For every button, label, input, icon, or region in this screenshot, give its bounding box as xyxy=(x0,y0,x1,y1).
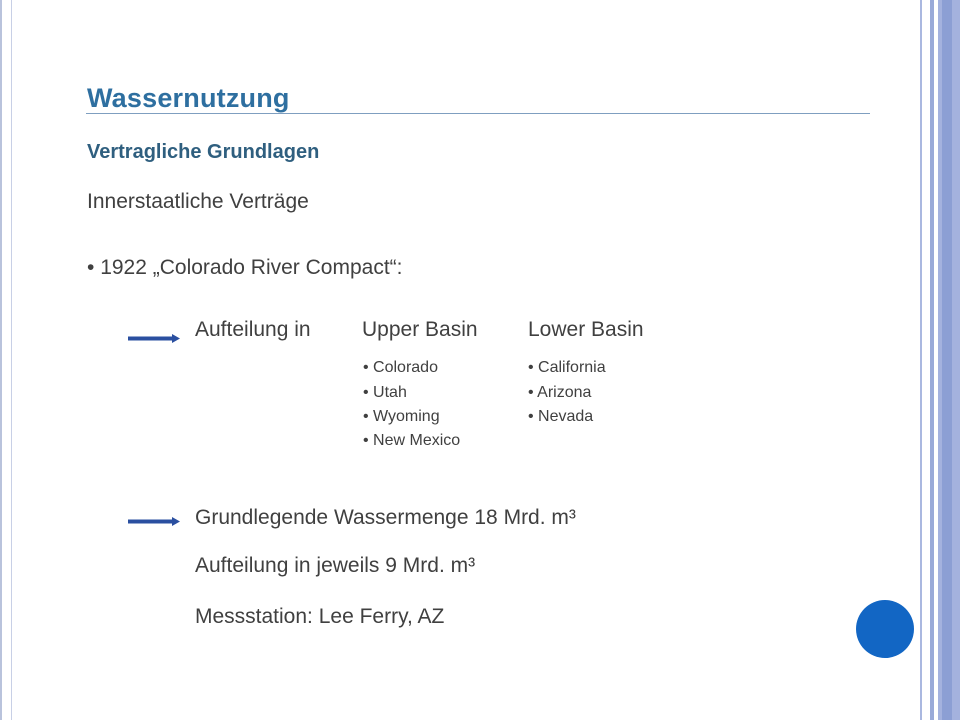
main-bullet-text: 1922 „Colorado River Compact“: xyxy=(100,256,403,279)
upper-basin-title: Upper Basin xyxy=(362,318,478,341)
right-arrow-icon xyxy=(128,517,180,526)
list-item: • Wyoming xyxy=(363,405,460,429)
measuring-station: Messstation: Lee Ferry, AZ xyxy=(195,605,445,628)
list-item: • Arizona xyxy=(528,381,606,405)
left-frame-border xyxy=(0,0,12,720)
lower-basin-states xyxy=(528,355,606,429)
list-item: • Utah xyxy=(363,381,460,405)
blue-circle-decoration xyxy=(856,600,914,658)
list-item: • California xyxy=(528,355,606,381)
upper-basin-states xyxy=(363,355,460,453)
slide-subtitle: Vertragliche Grundlagen xyxy=(87,141,320,163)
title-underline xyxy=(86,113,870,114)
right-frame-border xyxy=(918,0,960,720)
section-heading: Innerstaatliche Verträge xyxy=(87,190,309,213)
slide-title: Wassernutzung xyxy=(87,83,290,113)
list-item: • Colorado xyxy=(363,355,460,381)
right-arrow-icon xyxy=(128,334,180,343)
bullet-dot: • xyxy=(87,256,101,279)
right-frame-stripe xyxy=(942,0,952,720)
water-amount: Grundlegende Wassermenge 18 Mrd. m³ xyxy=(195,506,576,529)
list-item: • New Mexico xyxy=(363,429,460,453)
list-item: • Nevada xyxy=(528,405,606,429)
lower-basin-title: Lower Basin xyxy=(528,318,644,341)
division-label: Aufteilung in xyxy=(195,318,311,341)
water-split: Aufteilung in jeweils 9 Mrd. m³ xyxy=(195,554,476,577)
main-bullet xyxy=(87,256,402,280)
